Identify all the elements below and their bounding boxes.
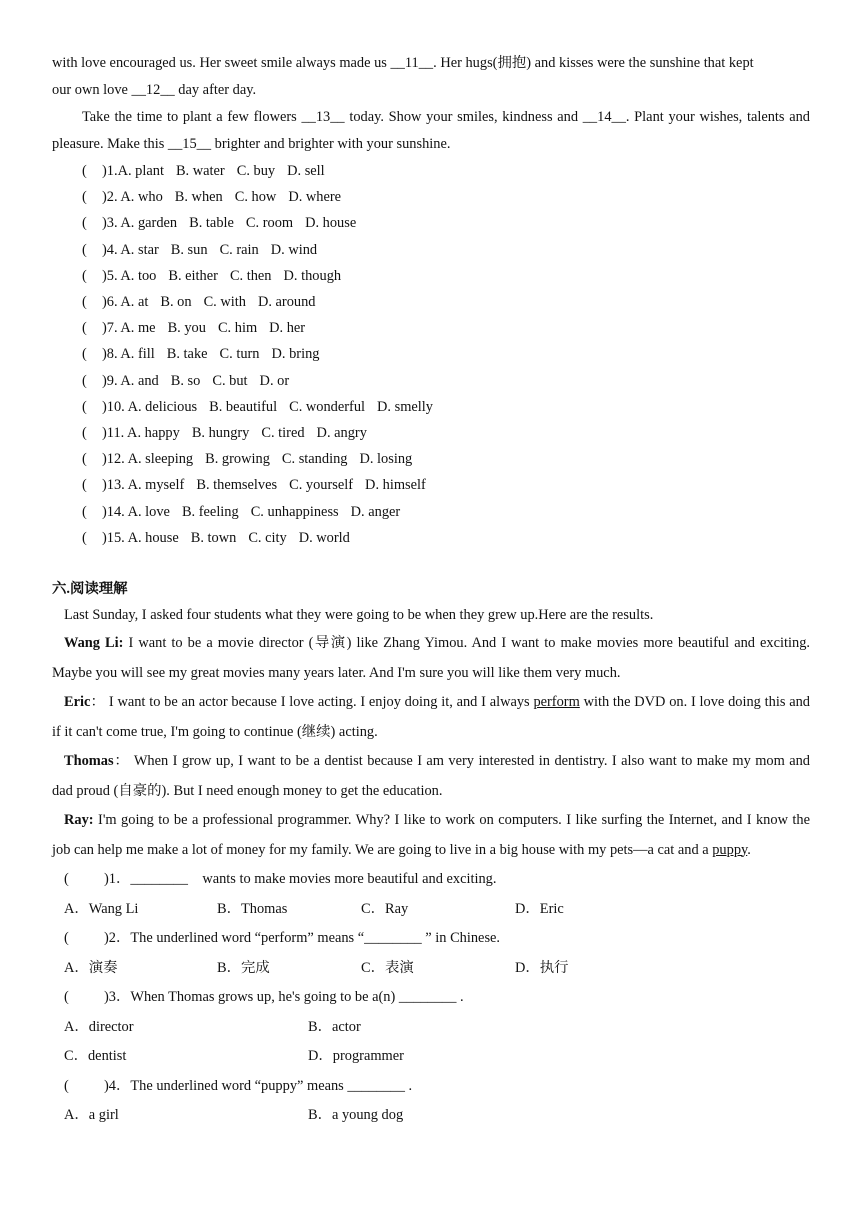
option-b: B. either: [168, 267, 218, 284]
answer-paren: (: [82, 320, 87, 337]
option-d: D. around: [257, 294, 316, 311]
cloze-question-row: [82, 263, 810, 289]
option-a: )5. A. too: [102, 267, 157, 284]
option-b: B. growing: [205, 451, 270, 468]
answer-paren: (: [64, 930, 69, 947]
speaker-name: Thomas: [64, 753, 114, 770]
speaker-text: When I grow up, I want to be a dentist because I am very interested in dentistry. I also want to make my mom and dad proud (自豪的). But I need enough money to get the education.: [52, 753, 810, 799]
cloze-question-row: [82, 394, 810, 420]
choice-c: C．Ray: [361, 900, 409, 917]
underlined-word-perform: perform: [533, 694, 580, 711]
option-a: )8. A. fill: [102, 346, 155, 363]
option-c: C. wonderful: [289, 398, 366, 415]
option-a: )11. A. happy: [102, 425, 180, 442]
answer-paren: (: [64, 871, 69, 888]
cloze-question-row: [82, 315, 810, 341]
answer-paren: (: [64, 989, 69, 1006]
option-b: B. on: [160, 294, 192, 311]
option-b: B. hungry: [191, 425, 250, 442]
reading-intro: Last Sunday, I asked four students what they were going to be when they grew up.Here are the results.: [64, 607, 654, 624]
option-c: C. standing: [281, 451, 348, 468]
question-stem: )4．The underlined word “puppy” means ________ .: [104, 1077, 413, 1094]
answer-paren: (: [82, 451, 87, 468]
speaker-text: I want to be a movie director (导演) like Zhang Yimou. And I want to make movies more beautiful and exciting. Maybe you will see my great movies many years later. And I'm sure you will like them very much.: [52, 635, 810, 681]
option-b: B. take: [166, 346, 208, 363]
reading-question-4-choices-ab: [64, 1101, 810, 1131]
option-c: C. yourself: [289, 477, 354, 494]
speaker-name: Eric: [64, 694, 91, 711]
choice-a: A．Wang Li: [64, 900, 139, 917]
question-stem: )3．When Thomas grows up, he's going to be a(n) ________ .: [104, 989, 464, 1006]
option-a: )12. A. sleeping: [102, 451, 194, 468]
answer-paren: (: [82, 189, 87, 206]
option-a: )4. A. star: [102, 241, 159, 258]
speaker-colon: ：: [90, 694, 106, 711]
option-d: D. smelly: [377, 398, 433, 415]
option-d: D. or: [259, 372, 290, 389]
option-c: C. buy: [236, 163, 276, 179]
option-a: )7. A. me: [102, 320, 156, 337]
choice-a: A．a girl: [64, 1107, 119, 1124]
answer-paren: (: [64, 1077, 69, 1094]
option-c: C. turn: [219, 346, 260, 363]
option-b: B. sun: [170, 241, 208, 258]
cloze-question-row: [82, 184, 810, 210]
answer-paren: (: [82, 529, 87, 546]
option-d: D. sell: [287, 163, 325, 179]
passage-eric: [52, 688, 810, 747]
choice-b: B．a young dog: [308, 1107, 404, 1124]
cloze-question-row: [82, 499, 810, 525]
answer-paren: (: [82, 267, 87, 284]
option-d: D. anger: [350, 503, 401, 520]
option-b: B. you: [167, 320, 206, 337]
answer-paren: (: [82, 398, 87, 415]
choice-b: B．actor: [308, 1018, 361, 1035]
option-a: )9. A. and: [102, 372, 159, 389]
reading-question-2: [64, 924, 810, 954]
passage-ray: [52, 806, 810, 865]
speaker-text: with the DVD on. I love doing this and if it can't come true, I'm going to continue (继续) acting.: [52, 694, 810, 740]
option-a: )1.A. plant: [102, 163, 164, 179]
answer-paren: (: [82, 477, 87, 494]
option-a: )15. A. house: [102, 529, 179, 546]
cloze-p1-line1: with love encouraged us. Her sweet smile always made us __11__. Her hugs(拥抱) and kisses were the sunshine that kept: [52, 55, 754, 71]
choice-c: C．表演: [361, 959, 414, 976]
option-d: D. house: [305, 215, 357, 232]
cloze-question-row: [82, 446, 810, 472]
cloze-question-row: [82, 368, 810, 394]
answer-paren: (: [82, 346, 87, 363]
option-a: )2. A. who: [102, 189, 163, 206]
cloze-question-row: [82, 525, 810, 551]
choice-d: D．执行: [515, 959, 569, 976]
option-c: C. room: [245, 215, 294, 232]
answer-paren: (: [82, 163, 87, 179]
cloze-question-row: [82, 341, 810, 367]
choice-b: B．完成: [217, 959, 270, 976]
underlined-word-puppy: puppy: [712, 841, 748, 858]
option-d: D. world: [298, 529, 350, 546]
worksheet-page: [52, 50, 810, 1131]
reading-question-3-choices-cd: [64, 1042, 810, 1072]
choice-b: B．Thomas: [217, 900, 288, 917]
option-a: )14. A. love: [102, 503, 170, 520]
choice-d: D．Eric: [515, 900, 564, 917]
option-d: D. bring: [271, 346, 320, 363]
answer-paren: (: [82, 241, 87, 258]
option-b: B. table: [189, 215, 234, 232]
option-d: D. her: [269, 320, 306, 337]
option-b: B. water: [175, 163, 225, 179]
cloze-question-row: [82, 237, 810, 263]
speaker-text: I want to be an actor because I love acting. I enjoy doing it, and I always: [105, 694, 534, 711]
option-d: D. himself: [365, 477, 426, 494]
speaker-name: Ray:: [64, 812, 94, 829]
option-c: C. tired: [261, 425, 305, 442]
reading-question-4: [64, 1072, 810, 1102]
question-stem: )1．________ wants to make movies more beautiful and exciting.: [104, 871, 497, 888]
passage-thomas: [52, 747, 810, 806]
choice-c: C．dentist: [64, 1048, 127, 1065]
speaker-text: I'm going to be a professional programmer. Why? I like to work on computers. I like surfing the Internet, and I know the job can help me make a lot of money for my family. We are going to live in a big house with my pets—a cat and a: [52, 812, 810, 858]
cloze-question-row: [82, 210, 810, 236]
option-b: B. so: [170, 372, 201, 389]
choice-a: A．director: [64, 1018, 134, 1035]
cloze-paragraph-1: [52, 50, 810, 104]
speaker-text: .: [747, 841, 751, 858]
cloze-question-row: [82, 158, 810, 184]
option-c: C. rain: [219, 241, 259, 258]
answer-paren: (: [82, 215, 87, 232]
option-b: B. town: [190, 529, 237, 546]
option-c: C. city: [248, 529, 287, 546]
option-d: D. where: [288, 189, 342, 206]
cloze-p1-line2: our own love __12__ day after day.: [52, 82, 257, 98]
option-c: C. how: [234, 189, 277, 206]
answer-paren: (: [82, 372, 87, 389]
option-b: B. themselves: [196, 477, 278, 494]
option-b: B. beautiful: [209, 398, 278, 415]
cloze-question-row: [82, 289, 810, 315]
option-d: D. losing: [359, 451, 413, 468]
option-a: )13. A. myself: [102, 477, 185, 494]
reading-question-1-choices: [64, 895, 810, 925]
option-c: C. but: [212, 372, 248, 389]
cloze-paragraph-2: Take the time to plant a few flowers __13__ today. Show your smiles, kindness and __14__. Plant your wishes, talents and pleasure. Make this __15__ brighter and brighter with your sunshine.: [52, 109, 810, 152]
question-stem: )2．The underlined word “perform” means “________ ” in Chinese.: [104, 930, 501, 947]
reading-question-3-choices-ab: [64, 1013, 810, 1043]
answer-paren: (: [82, 503, 87, 520]
choice-d: D．programmer: [308, 1048, 404, 1065]
speaker-colon: ：: [113, 753, 130, 770]
option-d: D. wind: [270, 241, 318, 258]
option-d: D. angry: [316, 425, 367, 442]
section-title-reading: 六.阅读理解: [52, 581, 128, 598]
speaker-name: Wang Li:: [64, 635, 124, 652]
option-c: C. him: [217, 320, 258, 337]
option-a: )6. A. at: [102, 294, 149, 311]
cloze-question-list: [52, 158, 810, 551]
passage-wang-li: [52, 629, 810, 688]
reading-question-1: [64, 865, 810, 895]
option-a: )10. A. delicious: [102, 398, 198, 415]
answer-paren: (: [82, 425, 87, 442]
cloze-question-row: [82, 472, 810, 498]
answer-paren: (: [82, 294, 87, 311]
option-b: B. when: [174, 189, 223, 206]
option-a: )3. A. garden: [102, 215, 178, 232]
option-c: C. with: [203, 294, 246, 311]
option-b: B. feeling: [181, 503, 239, 520]
option-c: C. then: [229, 267, 272, 284]
cloze-question-row: [82, 420, 810, 446]
choice-a: A．演奏: [64, 959, 118, 976]
option-c: C. unhappiness: [250, 503, 339, 520]
reading-question-2-choices: [64, 954, 810, 984]
reading-question-3: [64, 983, 810, 1013]
option-d: D. though: [283, 267, 342, 284]
